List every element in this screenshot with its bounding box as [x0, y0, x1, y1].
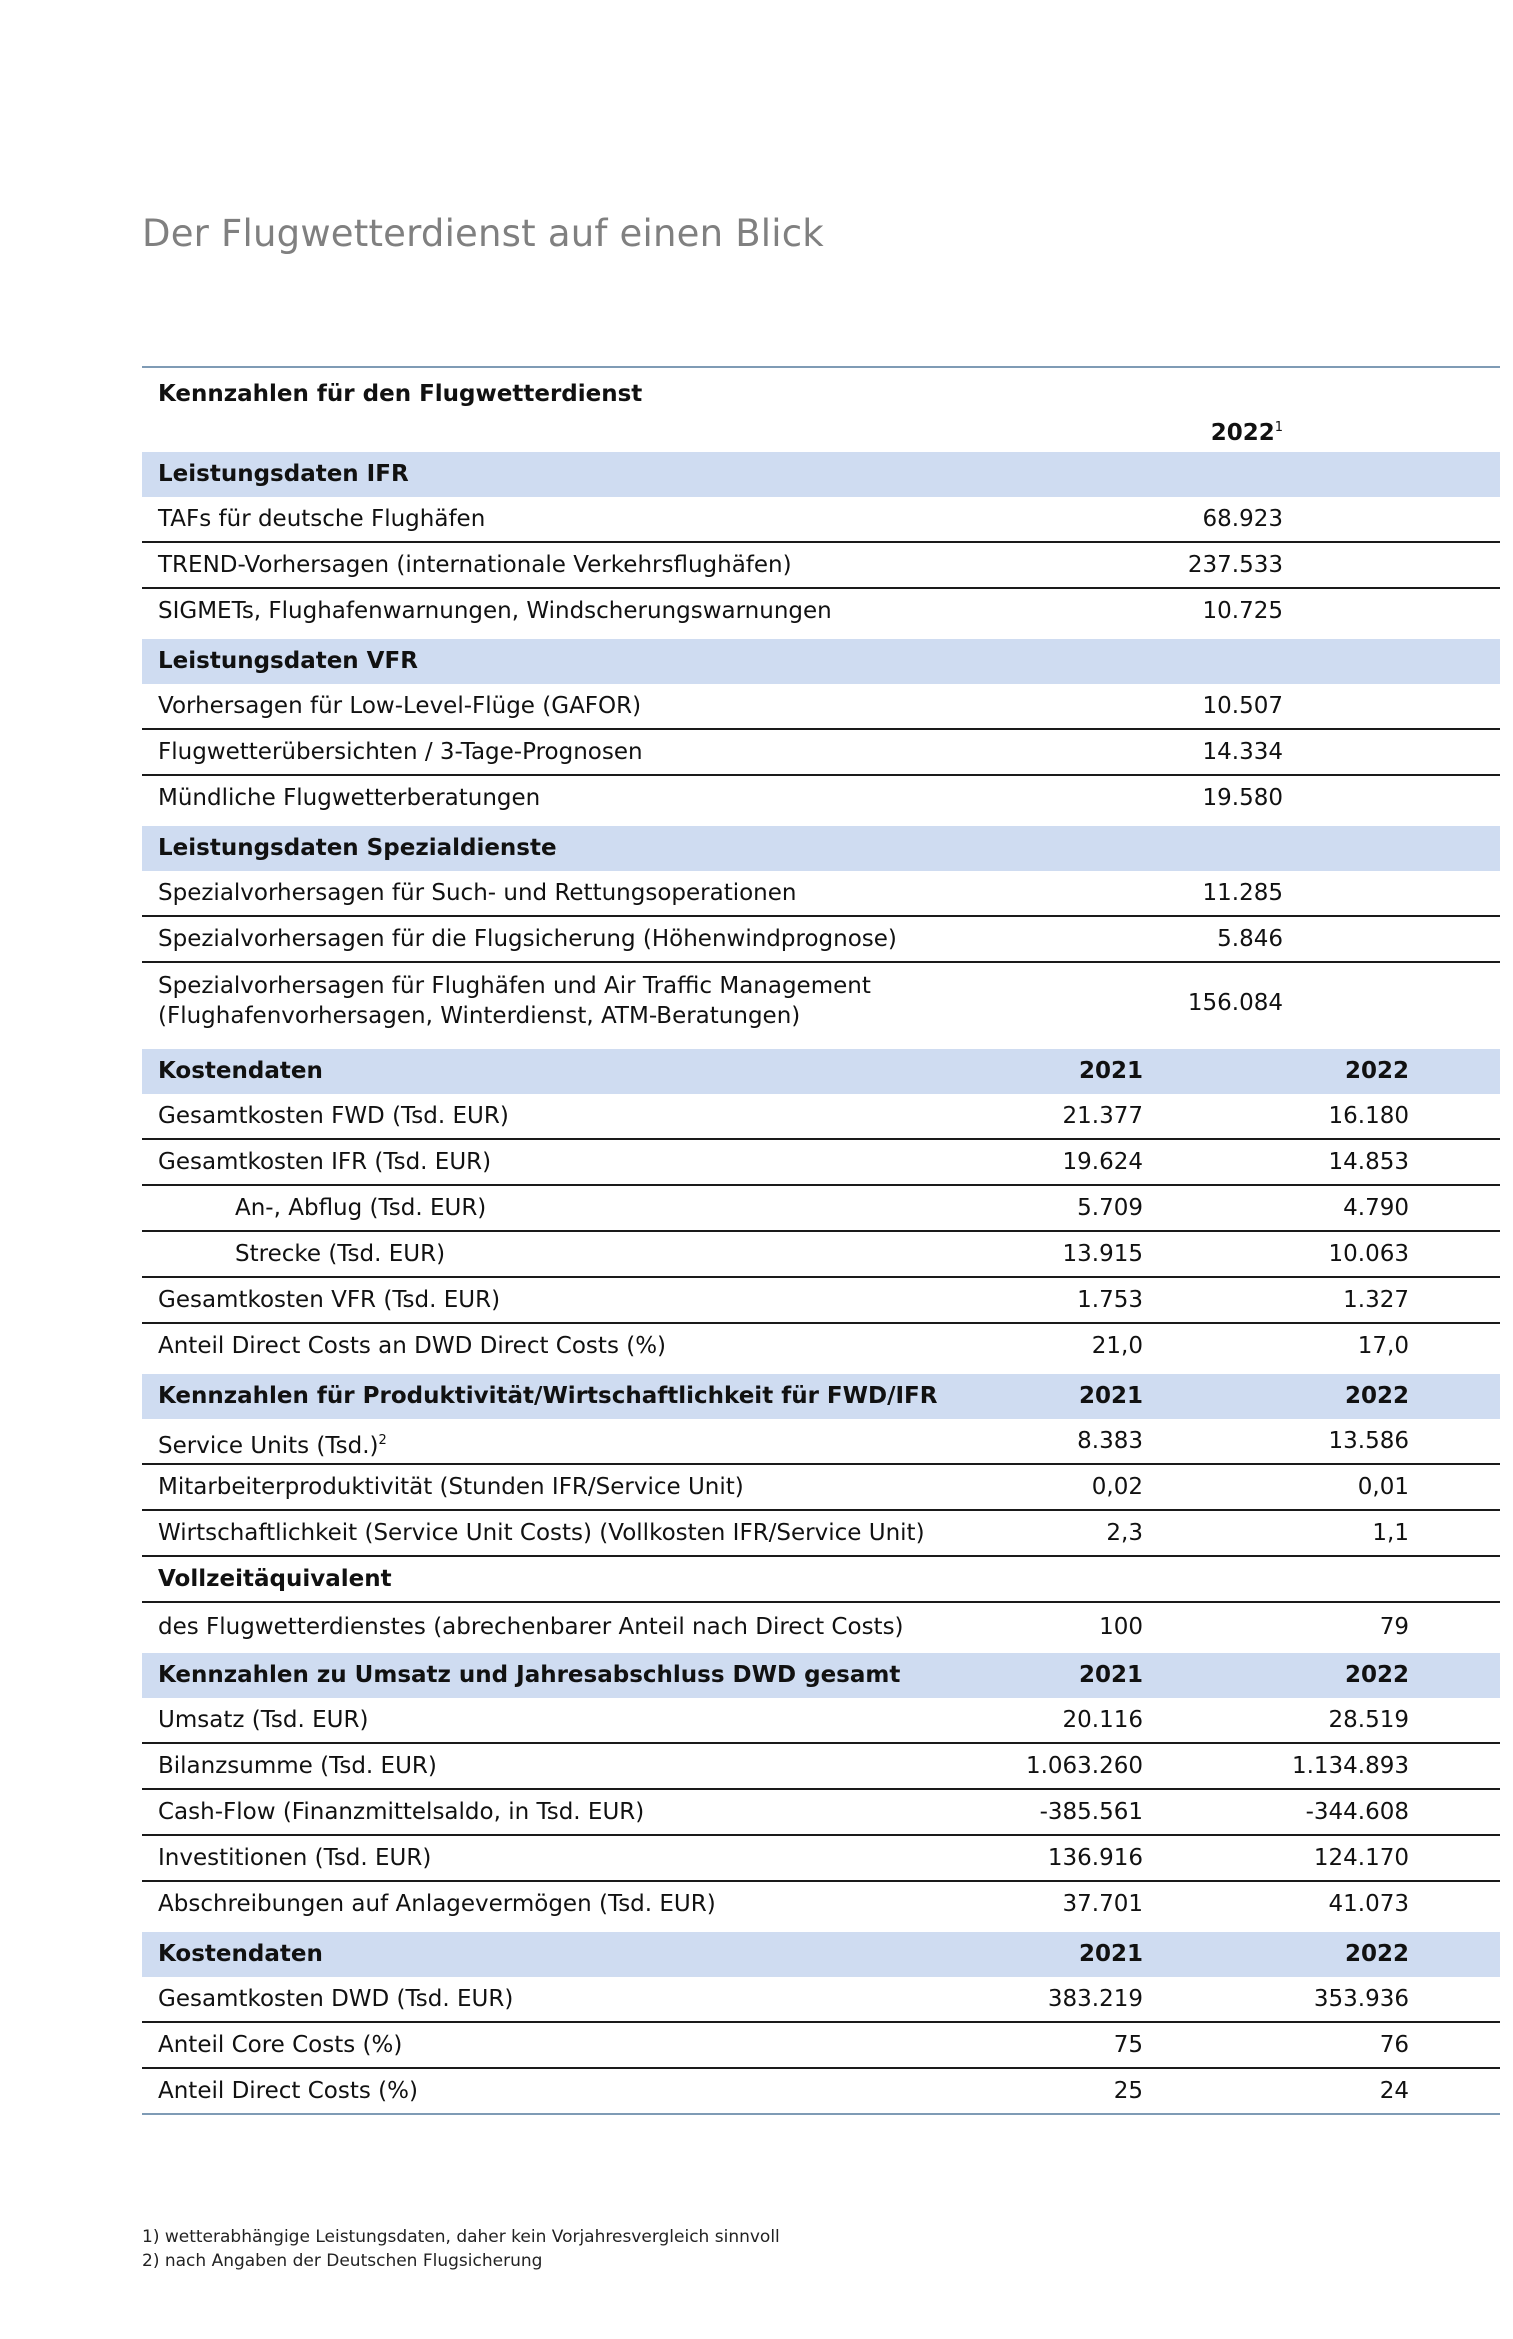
table-row	[142, 1790, 1500, 1836]
value-2021: 75	[1113, 2032, 1143, 2058]
section-header-productivity	[142, 1374, 1500, 1419]
table-row	[142, 1698, 1500, 1744]
row-value: 68.923	[1202, 506, 1283, 532]
row-label: Bilanzsumme (Tsd. EUR)	[158, 1753, 437, 1779]
row-label: Gesamtkosten DWD (Tsd. EUR)	[158, 1986, 514, 2012]
value-2022: 24	[1379, 2078, 1409, 2104]
year-header-row	[142, 408, 1500, 448]
value-2022: 13.586	[1328, 1428, 1409, 1454]
section-title: Leistungsdaten VFR	[158, 648, 418, 674]
table-row	[142, 871, 1500, 917]
value-2022: 16.180	[1328, 1103, 1409, 1129]
footnote-ref-1: 1	[1274, 420, 1283, 435]
value-2022: 41.073	[1328, 1891, 1409, 1917]
row-value: 10.725	[1202, 598, 1283, 624]
value-2022: 10.063	[1328, 1241, 1409, 1267]
row-value: 14.334	[1202, 739, 1283, 765]
key-figures-table	[142, 366, 1500, 2115]
year-header-2022	[1083, 408, 1283, 453]
value-2022: 1.327	[1343, 1287, 1409, 1313]
table-row	[142, 1977, 1500, 2023]
row-label: Anteil Core Costs (%)	[158, 2032, 403, 2058]
value-2021: 8.383	[1077, 1428, 1143, 1454]
section-title: Kostendaten	[158, 1058, 323, 1084]
table-row	[142, 1603, 1500, 1651]
value-2021: 383.219	[1047, 1986, 1143, 2012]
row-value: 237.533	[1187, 552, 1283, 578]
table-row	[142, 1094, 1500, 1140]
year-2021: 2021	[1078, 1662, 1143, 1688]
table-row	[142, 1511, 1500, 1557]
row-label	[158, 1419, 387, 1468]
row-label: Vorhersagen für Low-Level-Flüge (GAFOR)	[158, 693, 642, 719]
table-row	[142, 2023, 1500, 2069]
value-2021: 1.063.260	[1025, 1753, 1143, 1779]
fte-title: Vollzeitäquivalent	[158, 1566, 392, 1592]
year-2021: 2021	[1078, 1941, 1143, 1967]
table-title: Kennzahlen für den Flugwetterdienst	[158, 381, 643, 407]
row-label: TAFs für deutsche Flughäfen	[158, 506, 486, 532]
row-label: Abschreibungen auf Anlagevermögen (Tsd. EUR)	[158, 1891, 716, 1917]
value-2022: 17,0	[1357, 1333, 1409, 1359]
value-2022: 1,1	[1372, 1520, 1409, 1546]
section-title: Kennzahlen für Produktivität/Wirtschaftlichkeit für FWD/IFR	[158, 1383, 938, 1409]
row-label-line2: (Flughafenvorhersagen, Winterdienst, ATM-Beratungen)	[158, 1003, 801, 1029]
value-2022: 1.134.893	[1291, 1753, 1409, 1779]
year-2022: 2022	[1344, 1662, 1409, 1688]
value-2022: 353.936	[1313, 1986, 1409, 2012]
section-header-vfr	[142, 639, 1500, 684]
row-label-text: Service Units (Tsd.)	[158, 1433, 379, 1459]
year-2022: 2022	[1344, 1941, 1409, 1967]
table-row	[142, 963, 1500, 1043]
year-label: 2022	[1210, 420, 1275, 446]
value-2021: -385.561	[1039, 1799, 1143, 1825]
row-label: Anteil Direct Costs (%)	[158, 2078, 418, 2104]
row-label: Anteil Direct Costs an DWD Direct Costs (%)	[158, 1333, 667, 1359]
value-2021: 20.116	[1062, 1707, 1143, 1733]
fte-header-row	[142, 1557, 1500, 1603]
value-2021: 2,3	[1106, 1520, 1143, 1546]
row-value: 156.084	[1187, 990, 1283, 1016]
footnote-ref-2: 2	[378, 1433, 387, 1448]
value-2021: 21.377	[1062, 1103, 1143, 1129]
row-label: Gesamtkosten IFR (Tsd. EUR)	[158, 1149, 492, 1175]
value-2022: 124.170	[1313, 1845, 1409, 1871]
table-row	[142, 589, 1500, 633]
section-title: Kostendaten	[158, 1941, 323, 1967]
table-row	[142, 543, 1500, 589]
section-header-ifr	[142, 452, 1500, 497]
table-row	[142, 776, 1500, 820]
table-row	[142, 1465, 1500, 1511]
section-header-revenue	[142, 1653, 1500, 1698]
footnote-1: 1) wetterabhängige Leistungsdaten, daher kein Vorjahresvergleich sinnvoll	[142, 2227, 780, 2247]
value-2021: 0,02	[1091, 1474, 1143, 1500]
row-label-line1: Spezialvorhersagen für Flughäfen und Air Traffic Management	[158, 973, 871, 999]
row-label: Spezialvorhersagen für die Flugsicherung (Höhenwindprognose)	[158, 926, 897, 952]
row-label: Cash-Flow (Finanzmittelsaldo, in Tsd. EUR)	[158, 1799, 645, 1825]
section-header-special	[142, 826, 1500, 871]
value-2021: 37.701	[1062, 1891, 1143, 1917]
table-row	[142, 917, 1500, 963]
year-2022: 2022	[1344, 1058, 1409, 1084]
footnote-2: 2) nach Angaben der Deutschen Flugsicherung	[142, 2251, 543, 2271]
row-label: Investitionen (Tsd. EUR)	[158, 1845, 432, 1871]
row-label: TREND-Vorhersagen (internationale Verkehrsflughäfen)	[158, 552, 792, 578]
table-title-row	[142, 368, 1500, 408]
page-title: Der Flugwetterdienst auf einen Blick	[142, 212, 824, 255]
row-label: Gesamtkosten VFR (Tsd. EUR)	[158, 1287, 501, 1313]
section-title: Leistungsdaten Spezialdienste	[158, 835, 557, 861]
value-2022: 28.519	[1328, 1707, 1409, 1733]
row-label: Wirtschaftlichkeit (Service Unit Costs) (Vollkosten IFR/Service Unit)	[158, 1520, 925, 1546]
table-row	[142, 1836, 1500, 1882]
row-value: 11.285	[1202, 880, 1283, 906]
table-row	[142, 1278, 1500, 1324]
year-2021: 2021	[1078, 1383, 1143, 1409]
value-2021: 21,0	[1091, 1333, 1143, 1359]
value-2021: 25	[1113, 2078, 1143, 2104]
table-row	[142, 684, 1500, 730]
value-2022: -344.608	[1305, 1799, 1409, 1825]
table-row	[142, 2069, 1500, 2115]
section-header-costs-fwd	[142, 1049, 1500, 1094]
row-label	[158, 971, 871, 1031]
table-row	[142, 1744, 1500, 1790]
table-row	[142, 1186, 1500, 1232]
value-2021: 136.916	[1047, 1845, 1143, 1871]
table-row	[142, 730, 1500, 776]
row-value: 10.507	[1202, 693, 1283, 719]
row-value: 19.580	[1202, 785, 1283, 811]
value-2022: 79	[1379, 1614, 1409, 1640]
value-2021: 13.915	[1062, 1241, 1143, 1267]
row-label: Umsatz (Tsd. EUR)	[158, 1707, 369, 1733]
value-2021: 5.709	[1077, 1195, 1143, 1221]
row-label: Spezialvorhersagen für Such- und Rettungsoperationen	[158, 880, 797, 906]
value-2021: 1.753	[1077, 1287, 1143, 1313]
section-title: Leistungsdaten IFR	[158, 461, 409, 487]
value-2022: 0,01	[1357, 1474, 1409, 1500]
row-label: Strecke (Tsd. EUR)	[235, 1241, 446, 1267]
table-row	[142, 497, 1500, 543]
value-2022: 76	[1379, 2032, 1409, 2058]
table-row	[142, 1140, 1500, 1186]
row-label: Mitarbeiterproduktivität (Stunden IFR/Service Unit)	[158, 1474, 744, 1500]
value-2022: 14.853	[1328, 1149, 1409, 1175]
year-2021: 2021	[1078, 1058, 1143, 1084]
table-row	[142, 1882, 1500, 1926]
value-2021: 19.624	[1062, 1149, 1143, 1175]
section-header-costs-dwd	[142, 1932, 1500, 1977]
row-label: Gesamtkosten FWD (Tsd. EUR)	[158, 1103, 509, 1129]
table-row	[142, 1419, 1500, 1465]
row-label: des Flugwetterdienstes (abrechenbarer Anteil nach Direct Costs)	[158, 1614, 904, 1640]
table-row	[142, 1324, 1500, 1368]
row-label: An-, Abflug (Tsd. EUR)	[235, 1195, 487, 1221]
value-2021: 100	[1099, 1614, 1143, 1640]
row-value: 5.846	[1217, 926, 1283, 952]
table-row	[142, 1232, 1500, 1278]
row-label: Flugwetterübersichten / 3-Tage-Prognosen	[158, 739, 643, 765]
row-label: SIGMETs, Flughafenwarnungen, Windscherungswarnungen	[158, 598, 832, 624]
section-title: Kennzahlen zu Umsatz und Jahresabschluss DWD gesamt	[158, 1662, 901, 1688]
footnotes	[142, 2225, 780, 2273]
year-2022: 2022	[1344, 1383, 1409, 1409]
row-label: Mündliche Flugwetterberatungen	[158, 785, 541, 811]
value-2022: 4.790	[1343, 1195, 1409, 1221]
